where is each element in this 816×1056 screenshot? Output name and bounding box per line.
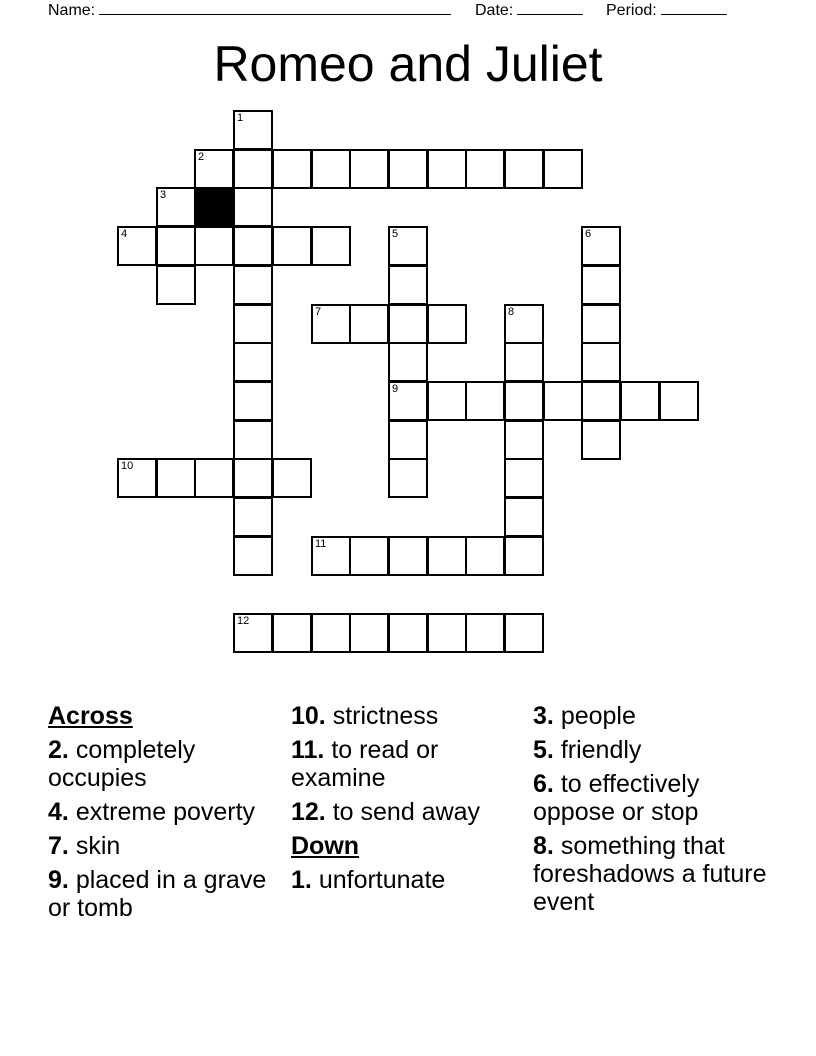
- grid-cell[interactable]: [233, 304, 273, 344]
- date-label: Date:: [475, 2, 514, 19]
- grid-cell[interactable]: [272, 458, 312, 498]
- grid-cell[interactable]: [194, 458, 234, 498]
- date-blank[interactable]: [517, 0, 583, 15]
- clue-number: 4: [121, 228, 128, 240]
- grid-cell[interactable]: [233, 110, 273, 150]
- grid-cell[interactable]: [388, 536, 428, 576]
- clue-down-8: 8. something that foreshadows a future event: [533, 832, 767, 916]
- clue-number: 7: [315, 306, 322, 318]
- grid-cell[interactable]: [465, 536, 505, 576]
- clue-number: 5: [392, 228, 399, 240]
- grid-cell[interactable]: [581, 226, 621, 266]
- grid-cell[interactable]: [388, 149, 428, 189]
- grid-cell[interactable]: [156, 458, 196, 498]
- grid-cell[interactable]: [388, 381, 428, 421]
- clues-column-2: [291, 702, 526, 900]
- clue-across-4: 4. extreme poverty: [48, 798, 256, 826]
- grid-cell[interactable]: [427, 536, 467, 576]
- grid-cell[interactable]: [311, 149, 351, 189]
- period-label: Period:: [606, 2, 657, 19]
- clue-across-10: 10. strictness: [291, 702, 439, 730]
- grid-cell[interactable]: [427, 304, 467, 344]
- grid-cell[interactable]: [311, 304, 351, 344]
- across-heading: Across: [48, 702, 133, 730]
- grid-cell[interactable]: [311, 536, 351, 576]
- grid-cell[interactable]: [427, 381, 467, 421]
- black-cell: [194, 187, 234, 227]
- grid-cell[interactable]: [156, 265, 196, 305]
- grid-cell[interactable]: [504, 497, 544, 537]
- clue-number: 3: [160, 189, 167, 201]
- grid-cell[interactable]: [117, 458, 157, 498]
- clue-down-1: 1. unfortunate: [291, 866, 446, 894]
- clues-column-3: [533, 702, 773, 922]
- grid-cell[interactable]: [504, 458, 544, 498]
- clue-across-11: 11. to read or examine: [291, 736, 439, 792]
- clue-number: 10: [121, 460, 134, 472]
- grid-cell[interactable]: [427, 149, 467, 189]
- grid-cell[interactable]: [504, 304, 544, 344]
- grid-cell[interactable]: [659, 381, 699, 421]
- grid-cell[interactable]: [233, 381, 273, 421]
- clue-down-3: 3. people: [533, 702, 636, 730]
- clue-number: 9: [392, 383, 399, 395]
- grid-cell[interactable]: [349, 536, 389, 576]
- clue-number: 11: [315, 538, 327, 550]
- grid-cell[interactable]: [388, 342, 428, 382]
- clue-number: 6: [585, 228, 592, 240]
- grid-cell[interactable]: [504, 613, 544, 653]
- grid-cell[interactable]: [388, 226, 428, 266]
- name-blank[interactable]: [99, 0, 451, 15]
- clue-down-6: 6. to effectively oppose or stop: [533, 770, 700, 826]
- clue-number: 2: [198, 151, 205, 163]
- grid-cell[interactable]: [194, 149, 234, 189]
- page-title: Romeo and Juliet: [213, 36, 603, 92]
- grid-cell[interactable]: [272, 149, 312, 189]
- worksheet-header: [0, 0, 816, 22]
- grid-cell[interactable]: [388, 265, 428, 305]
- grid-cell[interactable]: [465, 613, 505, 653]
- down-heading: Down: [291, 832, 360, 860]
- clue-across-12: 12. to send away: [291, 798, 481, 826]
- grid-cell[interactable]: [504, 149, 544, 189]
- grid-cell[interactable]: [581, 265, 621, 305]
- grid-cell[interactable]: [349, 304, 389, 344]
- grid-cell[interactable]: [388, 458, 428, 498]
- grid-cell[interactable]: [272, 226, 312, 266]
- grid-cell[interactable]: [233, 187, 273, 227]
- grid-cell[interactable]: [581, 342, 621, 382]
- grid-cell[interactable]: [233, 497, 273, 537]
- grid-cell[interactable]: [388, 420, 428, 460]
- clue-across-7: 7. skin: [48, 832, 121, 860]
- grid-cell[interactable]: [233, 420, 273, 460]
- name-label: Name:: [48, 2, 96, 19]
- grid-cell[interactable]: [233, 265, 273, 305]
- grid-cell[interactable]: [504, 342, 544, 382]
- date-field[interactable]: [475, 0, 583, 20]
- grid-cell[interactable]: [388, 304, 428, 344]
- clue-down-5: 5. friendly: [533, 736, 642, 764]
- grid-cell[interactable]: [581, 420, 621, 460]
- grid-cell[interactable]: [504, 420, 544, 460]
- period-field[interactable]: [606, 0, 727, 20]
- grid-cell[interactable]: [272, 613, 312, 653]
- grid-cell[interactable]: [465, 149, 505, 189]
- clues-column-1: [48, 702, 283, 928]
- clue-number: 8: [508, 306, 515, 318]
- grid-cell[interactable]: [156, 226, 196, 266]
- grid-cell[interactable]: [388, 613, 428, 653]
- grid-cell[interactable]: [543, 381, 583, 421]
- grid-cell[interactable]: [543, 149, 583, 189]
- grid-cell[interactable]: [156, 187, 196, 227]
- grid-cell[interactable]: [233, 458, 273, 498]
- grid-cell[interactable]: [427, 613, 467, 653]
- grid-cell[interactable]: [233, 613, 273, 653]
- grid-cell[interactable]: [581, 381, 621, 421]
- clue-number: 1: [237, 112, 244, 124]
- grid-cell[interactable]: [233, 342, 273, 382]
- grid-cell[interactable]: [581, 304, 621, 344]
- grid-cell[interactable]: [349, 613, 389, 653]
- grid-cell[interactable]: [620, 381, 660, 421]
- grid-cell[interactable]: [194, 226, 234, 266]
- clue-across-2: 2. completely occupies: [48, 736, 196, 792]
- grid-cell[interactable]: [311, 226, 351, 266]
- grid-cell[interactable]: [504, 381, 544, 421]
- period-blank[interactable]: [661, 0, 727, 15]
- grid-cell[interactable]: [233, 536, 273, 576]
- grid-cell[interactable]: [311, 613, 351, 653]
- grid-cell[interactable]: [465, 381, 505, 421]
- grid-cell[interactable]: [504, 536, 544, 576]
- name-field[interactable]: [48, 0, 451, 20]
- grid-cell[interactable]: [233, 226, 273, 266]
- clue-across-9: 9. placed in a grave or tomb: [48, 866, 267, 922]
- grid-cell[interactable]: [349, 149, 389, 189]
- grid-cell[interactable]: [233, 149, 273, 189]
- grid-cell[interactable]: [117, 226, 157, 266]
- clue-number: 12: [237, 615, 250, 627]
